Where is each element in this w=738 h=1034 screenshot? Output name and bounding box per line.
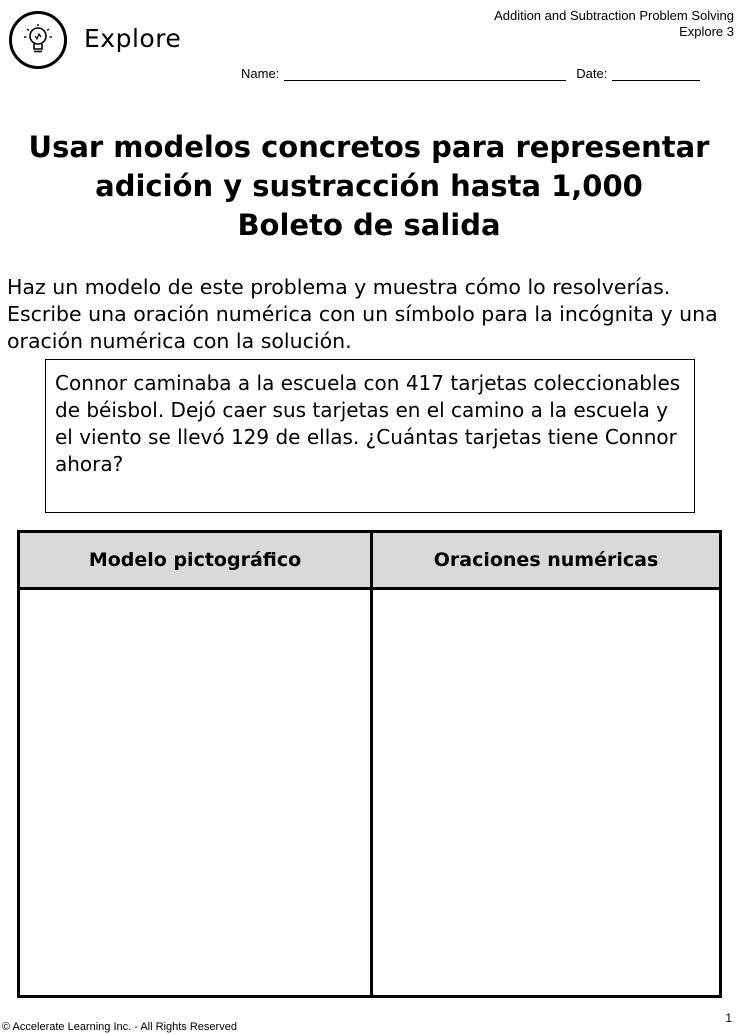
copyright-footer: © Accelerate Learning Inc. - All Rights Reserved (2, 1021, 237, 1033)
lesson-label: Explore 3 (679, 24, 734, 39)
explore-label: Explore (84, 24, 182, 53)
page-number: 1 (725, 1011, 732, 1025)
column-header-number-sentences (373, 533, 719, 590)
date-field[interactable] (612, 68, 700, 81)
column-header-label: Modelo pictográfico (88, 549, 302, 571)
word-problem-box (45, 359, 695, 513)
pictorial-model-answer-area[interactable] (20, 590, 370, 995)
page-title (0, 128, 738, 245)
date-label: Date: (576, 66, 608, 81)
course-title: Addition and Subtraction Problem Solving (494, 8, 734, 23)
title-line-3: Boleto de salida (237, 208, 501, 242)
name-field[interactable] (284, 68, 566, 81)
title-line-1: Usar modelos concretos para representar (28, 130, 710, 164)
course-header (494, 8, 734, 40)
name-date-line (241, 66, 700, 81)
instructions-text: Haz un modelo de este problema y muestra cómo lo resolverías. Escribe una oración numérica con un símbolo para la incógnita y una oración numérica con la solución. (7, 275, 718, 353)
lightbulb-logo-icon (9, 11, 67, 69)
word-problem-text: Connor caminaba a la escuela con 417 tarjetas coleccionables de béisbol. Dejó caer sus tarjetas en el camino a la escuela y el viento se llevó 129 de ellas. ¿Cuántas tarjetas tiene Connor ahora? (55, 371, 681, 476)
title-line-2: adición y sustracción hasta 1,000 (95, 169, 643, 203)
column-header-pictorial-model (20, 533, 370, 590)
column-header-label: Oraciones numéricas (433, 549, 659, 571)
number-sentences-answer-area[interactable] (373, 590, 719, 995)
answer-table (17, 530, 722, 998)
name-label: Name: (241, 66, 280, 81)
